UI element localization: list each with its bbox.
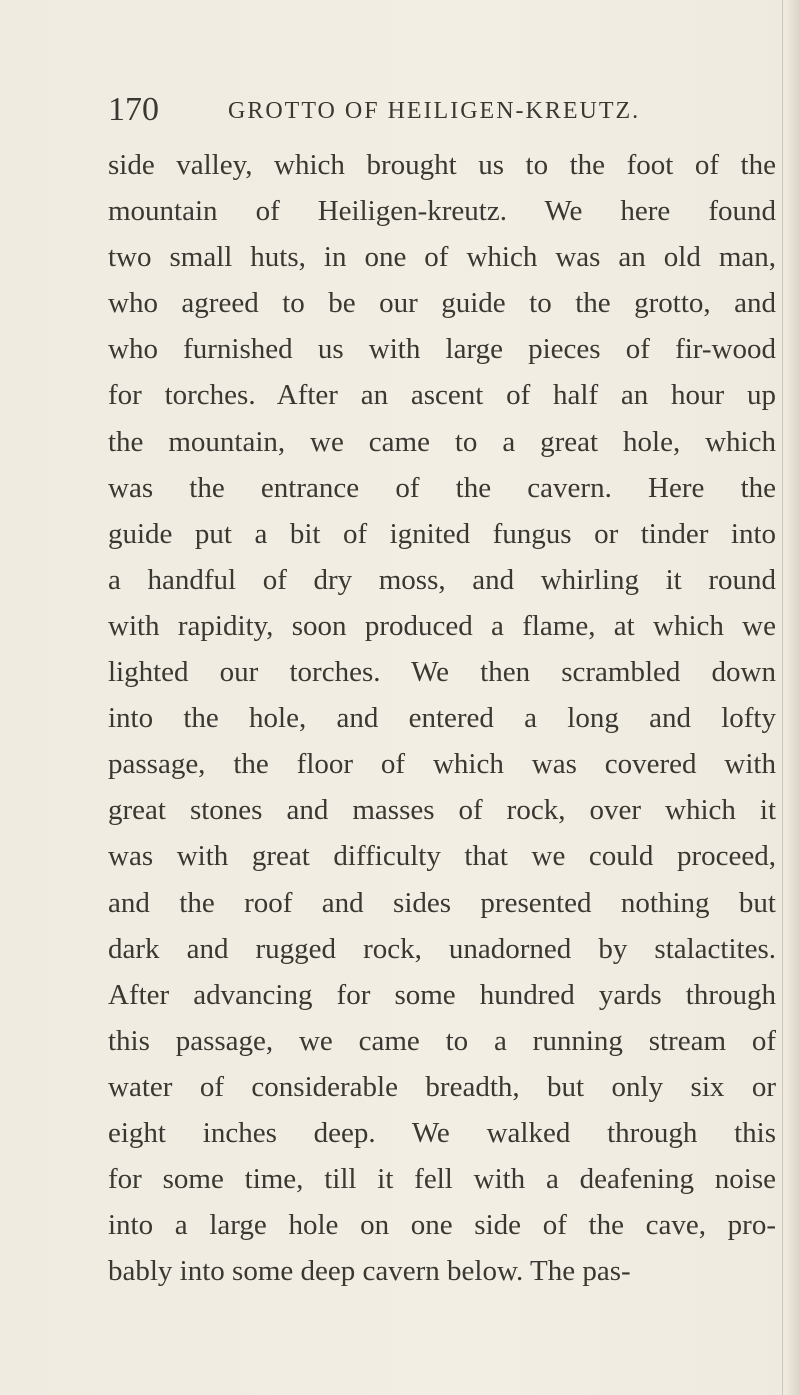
text-line: into the hole, and entered a long and lofty <box>108 702 776 735</box>
text-line: into a large hole on one side of the cave, pro- <box>108 1209 776 1242</box>
text-line: After advancing for some hundred yards through <box>108 978 776 1011</box>
text-line: side valley, which brought us to the foot of the <box>108 149 776 181</box>
text-line: for torches. After an ascent of half an hour up <box>108 379 776 412</box>
text-line: passage, the floor of which was covered with <box>108 748 776 781</box>
text-line: two small huts, in one of which was an old man, <box>108 241 776 274</box>
text-line: guide put a bit of ignited fungus or tinder into <box>108 517 776 550</box>
text-line: eight inches deep. We walked through this <box>108 1116 776 1149</box>
text-line: was the entrance of the cavern. Here the <box>108 471 776 504</box>
text-line: bably into some deep cavern below. The pas- <box>108 1255 631 1288</box>
text-line: mountain of Heiligen-kreutz. We here found <box>108 195 776 228</box>
page-edge-shadow <box>786 0 800 1395</box>
text-line: the mountain, we came to a great hole, which <box>108 425 776 458</box>
text-line: for some time, till it fell with a deafening noise <box>108 1163 776 1196</box>
text-line: this passage, we came to a running stream of <box>108 1024 776 1057</box>
text-line: water of considerable breadth, but only six or <box>108 1070 776 1103</box>
text-line: and the roof and sides presented nothing but <box>108 886 776 919</box>
body-text <box>108 142 776 1294</box>
text-line: dark and rugged rock, unadorned by stalactites. <box>108 932 776 965</box>
text-line: was with great difficulty that we could proceed, <box>108 840 776 873</box>
text-line: a handful of dry moss, and whirling it round <box>108 563 776 596</box>
text-line: lighted our torches. We then scrambled down <box>108 656 776 689</box>
text-line: who agreed to be our guide to the grotto, and <box>108 287 776 320</box>
running-title: GROTTO OF HEILIGEN-KREUTZ. <box>228 98 641 124</box>
page-number: 170 <box>108 91 159 128</box>
text-line: who furnished us with large pieces of fir-wood <box>108 333 776 366</box>
text-line: with rapidity, soon produced a flame, at which we <box>108 609 776 642</box>
page-edge <box>782 0 783 1395</box>
text-line: great stones and masses of rock, over which it <box>108 794 776 827</box>
page-header <box>108 90 698 130</box>
